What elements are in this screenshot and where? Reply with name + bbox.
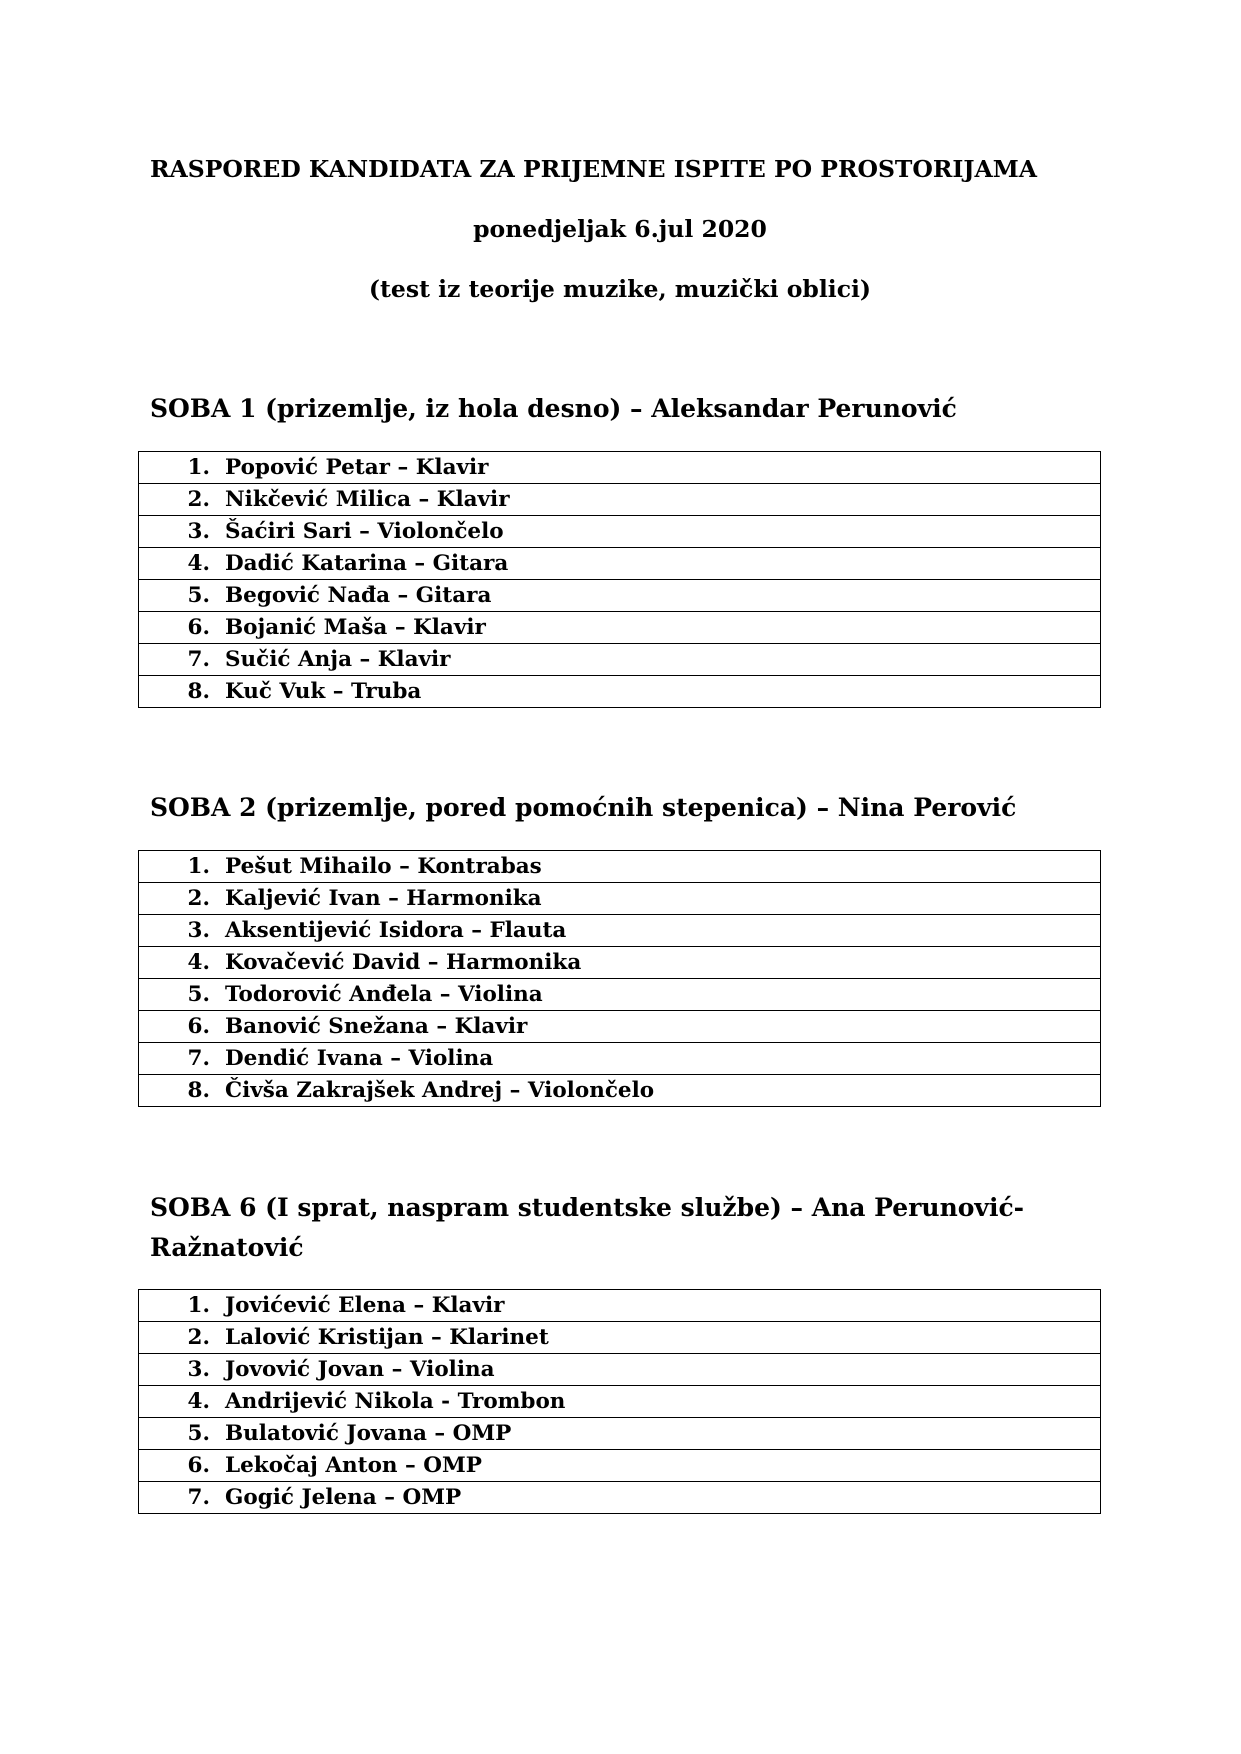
section-heading-soba-2 [150, 788, 1030, 828]
table-row [139, 1354, 1101, 1386]
candidate-number: 2. [187, 886, 210, 911]
table-row [139, 979, 1101, 1011]
candidate-cell [139, 612, 1101, 644]
table-row [139, 580, 1101, 612]
candidate-name: Kaljević Ivan – Harmonika [225, 886, 542, 911]
candidate-cell [139, 1450, 1101, 1482]
section-heading-line: SOBA 1 (prizemlje, iz hola desno) – Aleksandar Perunović [150, 394, 957, 423]
table-row [139, 1290, 1101, 1322]
table-row [139, 1450, 1101, 1482]
candidate-name: Lekočaj Anton – OMP [225, 1453, 482, 1478]
document-title: RASPORED KANDIDATA ZA PRIJEMNE ISPITE PO PROSTORIJAMA [150, 155, 1038, 183]
section-heading-line: SOBA 2 (prizemlje, pored pomoćnih stepenica) – Nina Perović [150, 793, 1017, 822]
table-row [139, 612, 1101, 644]
candidate-cell [139, 947, 1101, 979]
table-row [139, 452, 1101, 484]
candidate-name: Lalović Kristijan – Klarinet [225, 1325, 549, 1350]
candidate-number: 3. [187, 918, 210, 943]
table-row [139, 1482, 1101, 1514]
candidate-name: Banović Snežana – Klavir [225, 1014, 528, 1039]
candidate-cell [139, 1043, 1101, 1075]
table-row [139, 644, 1101, 676]
candidate-number: 1. [187, 1293, 210, 1318]
candidate-table-soba-1 [138, 451, 1101, 708]
table-row [139, 883, 1101, 915]
candidate-cell [139, 452, 1101, 484]
table-row [139, 1386, 1101, 1418]
candidate-cell [139, 1354, 1101, 1386]
candidate-number: 2. [187, 487, 210, 512]
candidate-number: 4. [187, 950, 210, 975]
candidate-number: 6. [187, 1014, 210, 1039]
candidate-name: Dadić Katarina – Gitara [225, 551, 509, 576]
candidate-cell [139, 979, 1101, 1011]
table-row [139, 851, 1101, 883]
candidate-name: Andrijević Nikola - Trombon [225, 1389, 566, 1414]
table-row [139, 915, 1101, 947]
table-row [139, 947, 1101, 979]
candidate-cell [139, 1322, 1101, 1354]
table-row [139, 1043, 1101, 1075]
candidate-table-soba-2 [138, 850, 1101, 1107]
candidate-cell [139, 915, 1101, 947]
table-row [139, 1418, 1101, 1450]
table-row [139, 548, 1101, 580]
candidate-name: Begović Nađa – Gitara [225, 583, 492, 608]
candidate-number: 6. [187, 1453, 210, 1478]
table-row [139, 1075, 1101, 1107]
candidate-cell [139, 851, 1101, 883]
candidate-number: 1. [187, 854, 210, 879]
candidate-table-soba-6 [138, 1289, 1101, 1514]
candidate-name: Sučić Anja – Klavir [225, 647, 451, 672]
candidate-cell [139, 1386, 1101, 1418]
candidate-cell [139, 1075, 1101, 1107]
candidate-cell [139, 548, 1101, 580]
candidate-cell [139, 1011, 1101, 1043]
candidate-cell [139, 644, 1101, 676]
candidate-number: 7. [187, 1485, 210, 1510]
candidate-cell [139, 484, 1101, 516]
candidate-number: 3. [187, 519, 210, 544]
candidate-number: 8. [187, 1078, 210, 1103]
candidate-number: 2. [187, 1325, 210, 1350]
candidate-name: Čivša Zakrajšek Andrej – Violončelo [225, 1078, 655, 1103]
candidate-name: Gogić Jelena – OMP [225, 1485, 462, 1510]
candidate-name: Todorović Anđela – Violina [225, 982, 543, 1007]
candidate-name: Bojanić Maša – Klavir [225, 615, 486, 640]
candidate-name: Popović Petar – Klavir [225, 455, 489, 480]
candidate-name: Pešut Mihailo – Kontrabas [225, 854, 542, 879]
section-heading-soba-6 [150, 1188, 1030, 1268]
candidate-name: Kovačević David – Harmonika [225, 950, 582, 975]
candidate-name: Bulatović Jovana – OMP [225, 1421, 512, 1446]
candidate-cell [139, 676, 1101, 708]
candidate-number: 4. [187, 551, 210, 576]
candidate-name: Dendić Ivana – Violina [225, 1046, 494, 1071]
section-heading-soba-1 [150, 389, 1030, 429]
candidate-number: 7. [187, 647, 210, 672]
candidate-number: 5. [187, 583, 210, 608]
candidate-cell [139, 580, 1101, 612]
candidate-name: Kuč Vuk – Truba [225, 679, 422, 704]
table-row [139, 1011, 1101, 1043]
table-row [139, 1322, 1101, 1354]
candidate-name: Aksentijević Isidora – Flauta [225, 918, 567, 943]
candidate-number: 5. [187, 982, 210, 1007]
candidate-number: 3. [187, 1357, 210, 1382]
candidate-number: 5. [187, 1421, 210, 1446]
candidate-cell [139, 1290, 1101, 1322]
candidate-name: Jovović Jovan – Violina [225, 1357, 495, 1382]
table-row [139, 676, 1101, 708]
candidate-number: 6. [187, 615, 210, 640]
table-row [139, 516, 1101, 548]
section-heading-line: SOBA 6 (I sprat, naspram studentske službe) – Ana Perunović- [150, 1193, 1025, 1222]
candidate-number: 8. [187, 679, 210, 704]
document-subtitle: (test iz teorije muzike, muzički oblici) [368, 275, 872, 303]
candidate-number: 1. [187, 455, 210, 480]
candidate-cell [139, 1482, 1101, 1514]
candidate-cell [139, 1418, 1101, 1450]
candidate-number: 4. [187, 1389, 210, 1414]
candidate-number: 7. [187, 1046, 210, 1071]
document-date: ponedjeljak 6.jul 2020 [473, 215, 767, 243]
candidate-cell [139, 516, 1101, 548]
candidate-name: Jovićević Elena – Klavir [225, 1293, 505, 1318]
candidate-name: Nikčević Milica – Klavir [225, 487, 510, 512]
candidate-cell [139, 883, 1101, 915]
table-row [139, 484, 1101, 516]
candidate-name: Šaćiri Sari – Violončelo [225, 519, 504, 544]
section-heading-line: Ražnatović [150, 1233, 304, 1262]
